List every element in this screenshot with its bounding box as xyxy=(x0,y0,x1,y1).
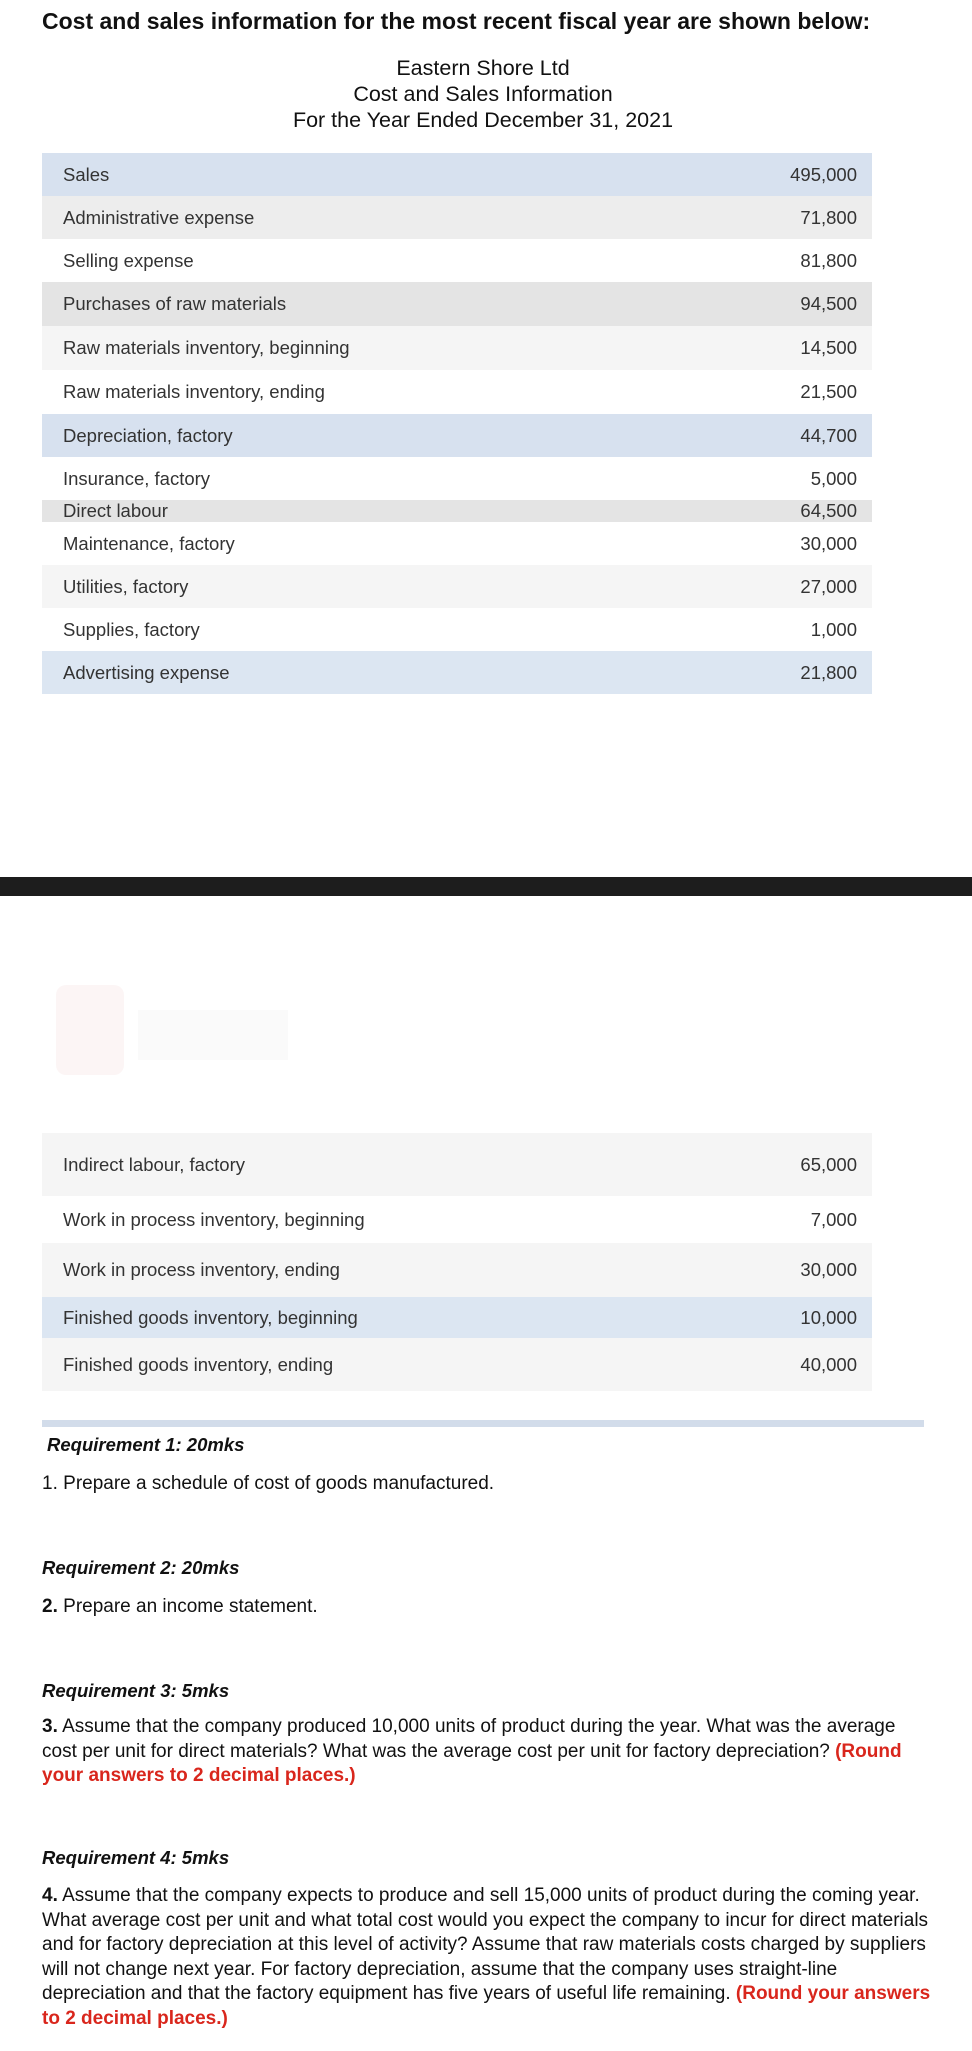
requirement-3-body: Assume that the company produced 10,000 units of product during the year. What was the average cost per unit for direct materials? What was the average cost per unit for factory depreciation? xyxy=(42,1716,896,1762)
requirement-3-title: Requirement 3: 5mks xyxy=(42,1680,230,1701)
row-label: Direct labour xyxy=(63,500,168,521)
report-period: For the Year Ended December 31, 2021 xyxy=(292,108,674,132)
row-value: 71,800 xyxy=(800,206,857,228)
screenshot-separator xyxy=(0,877,972,896)
table-row xyxy=(42,651,872,694)
company-name: Eastern Shore Ltd xyxy=(396,56,570,80)
requirement-1-text xyxy=(42,1472,932,1497)
row-value: 495,000 xyxy=(790,163,857,185)
row-label: Raw materials inventory, beginning xyxy=(63,337,350,358)
row-value: 81,800 xyxy=(800,249,857,271)
row-value: 1,000 xyxy=(810,618,857,640)
requirement-1-body: Prepare a schedule of cost of goods manufactured. xyxy=(63,1473,495,1494)
table-row xyxy=(42,1133,872,1196)
requirement-4-rounding-note: (Round your answers to 2 decimal places.) xyxy=(42,1983,931,2029)
row-value: 30,000 xyxy=(800,1259,857,1280)
requirement-3-rounding-note: (Round your answers to 2 decimal places.) xyxy=(42,1740,902,1786)
row-value: 65,000 xyxy=(800,1153,857,1175)
requirement-4-body: Assume that the company expects to produce and sell 15,000 units of product during the coming year. What average cost per unit and what total cost would you expect the company to incur for direct materials and for factory depreciation at this level of activity? Assume that raw materials costs charged by suppliers will not change next year. For factory depreciation, assume that the company uses straight-line depreciation and that the factory equipment has five years of useful life remaining. xyxy=(42,1885,929,2004)
row-label: Finished goods inventory, beginning xyxy=(63,1306,358,1328)
row-value: 21,800 xyxy=(800,661,857,683)
table-row xyxy=(42,370,872,414)
table-row xyxy=(42,1297,872,1338)
row-label: Administrative expense xyxy=(63,206,255,228)
faded-watermark xyxy=(138,1010,288,1060)
requirement-2-body: Prepare an income statement. xyxy=(63,1596,318,1617)
row-value: 14,500 xyxy=(800,337,857,358)
requirement-3-number: 3. xyxy=(42,1716,58,1737)
requirement-4-title: Requirement 4: 5mks xyxy=(42,1847,230,1868)
table-row xyxy=(42,1338,872,1391)
page-heading: Cost and sales information for the most recent fiscal year are shown below: xyxy=(42,8,871,34)
row-value: 21,500 xyxy=(800,381,857,402)
report-title: Cost and Sales Information xyxy=(353,82,613,106)
table-row xyxy=(42,457,872,500)
requirement-2-title: Requirement 2: 20mks xyxy=(42,1557,240,1578)
row-label: Indirect labour, factory xyxy=(63,1153,246,1175)
row-label: Supplies, factory xyxy=(63,618,200,640)
row-label: Insurance, factory xyxy=(63,467,211,489)
row-value: 27,000 xyxy=(800,575,857,597)
row-label: Finished goods inventory, ending xyxy=(63,1353,334,1375)
requirement-2-number: 2. xyxy=(42,1596,58,1617)
row-value: 44,700 xyxy=(800,424,857,446)
row-label: Raw materials inventory, ending xyxy=(63,381,325,402)
table-row xyxy=(42,414,872,457)
row-label: Maintenance, factory xyxy=(63,532,235,554)
requirement-1-title: Requirement 1: 20mks xyxy=(47,1434,245,1455)
table-row xyxy=(42,1243,872,1297)
row-value: 5,000 xyxy=(810,467,857,489)
table-row xyxy=(42,522,872,565)
row-value: 10,000 xyxy=(800,1306,857,1328)
row-value: 40,000 xyxy=(800,1353,857,1375)
table-row xyxy=(42,565,872,608)
table-row xyxy=(42,239,872,282)
row-label: Depreciation, factory xyxy=(63,424,233,446)
requirement-4-number: 4. xyxy=(42,1885,58,1906)
row-label: Purchases of raw materials xyxy=(63,293,287,314)
row-label: Advertising expense xyxy=(63,661,230,683)
row-value: 30,000 xyxy=(800,532,857,554)
table-row xyxy=(42,153,872,196)
row-value: 64,500 xyxy=(800,500,857,521)
table-row xyxy=(42,282,872,326)
table-row xyxy=(42,608,872,651)
row-value: 7,000 xyxy=(810,1208,857,1230)
row-label: Utilities, factory xyxy=(63,575,189,597)
faded-logo xyxy=(56,985,124,1075)
section-divider xyxy=(42,1420,924,1427)
table-row xyxy=(42,500,872,522)
requirement-1-number: 1. xyxy=(42,1473,58,1494)
table-row xyxy=(42,326,872,370)
row-value: 94,500 xyxy=(800,293,857,314)
requirement-4-text xyxy=(42,1884,932,2031)
row-label: Work in process inventory, beginning xyxy=(63,1208,365,1230)
requirement-3-text xyxy=(42,1715,932,1789)
row-label: Selling expense xyxy=(63,249,194,271)
requirement-2-text xyxy=(42,1595,932,1620)
table-row xyxy=(42,196,872,239)
row-label: Work in process inventory, ending xyxy=(63,1259,340,1280)
table-row xyxy=(42,1196,872,1243)
row-label: Sales xyxy=(63,163,110,185)
